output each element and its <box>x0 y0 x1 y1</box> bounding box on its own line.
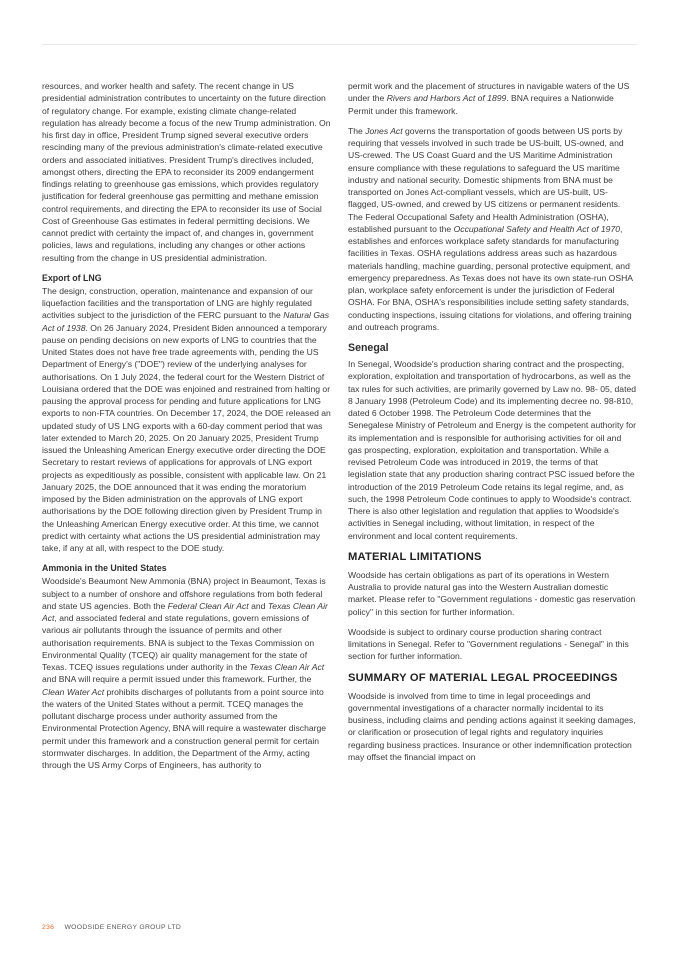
continued-paragraph: permit work and the placement of structures in navigable waters of the US under the Rivers and Harbors Act of 1899. BNA requires a Nationwide Permit under this framework. <box>348 81 630 116</box>
material-limitations-heading: MATERIAL LIMITATIONS <box>348 550 482 563</box>
material-limitations-paragraph-1: Woodside has certain obligations as part of its operations in Western Australia to provide natural gas into the Western Australian domestic market. Please refer to "Government regulations - domestic gas reservation policy" in this section for further information. <box>348 569 636 617</box>
company-name: WOODSIDE ENERGY GROUP LTD <box>64 924 182 931</box>
senegal-paragraph: In Senegal, Woodside's production sharing contract and the prospecting, exploration, exploitation and transportation of hydrocarbons, as well as the tax rules for such activities, are primarily governed by Law no. 98- 05, dated 8 January 1998 (Petroleum Code) and its implementing decree no. 98-810, dated 6 October 1998. The Petroleum Code determines that the Senegalese Ministry of Petroleum and Energy is the competent authority for its implementation and is responsible for authorising activities for oil and gas prospecting, exploration, exploitation and transportation. While a revised Petroleum Code was introduced in 2019, the terms of that legislation state that any production sharing contract PSC issued before the introduction of the 2019 Petroleum Code retains its legal regime, and, as such, the 1998 Petroleum Code continues to apply to Woodside's contract. There is also other legislation and regulation that applies to Woodside's activities in Senegal including, without limitation, in respect of the environment and local content requirements. <box>348 359 637 541</box>
intro-paragraph: resources, and worker health and safety. The recent change in US presidential administration contributes to uncertainty on the future direction of regulatory change. For example, existing climate change-related regulation has already become a focus of the new Trump administration. On his first day in office, President Trump signed several executive orders rescinding many of the previous administration's climate-related executive orders and associated initiatives. President Trump's directives included, amongst others, directing the EPA to reconsider its 2009 endangerment findings relating to greenhouse gas emissions, which provides regulatory justification for federal greenhouse gas permitting and methane emission control requirements, and directing the EPA to reconsider its use of Social Cost of Greenhouse Gas estimates in federal permitting decisions. We cannot predict with certainty the impact of, and changes in, government policies, laws and regulations, including any changes or other actions resulting from the change in US presidential administration. <box>42 81 331 263</box>
senegal-heading: Senegal <box>348 342 389 354</box>
legal-proceedings-heading: SUMMARY OF MATERIAL LEGAL PROCEEDINGS <box>348 671 618 684</box>
material-limitations-paragraph-2: Woodside is subject to ordinary course production sharing contract limitations in Senegal. Refer to "Government regulations - Senegal" in this section for further information. <box>348 626 629 662</box>
jones-act-paragraph: The Jones Act governs the transportation of goods between US ports by requiring that vessels involved in such trade be US-built, US-owned, and US-crewed. The US Coast Guard and the US Maritime Administration ensure compliance with these regulations to safeguard the US maritime industry and national security. Domestic shipments from BNA must be transported on Jones Act-compliant vessels, which are US-built, US-flagged, US-owned, and crewed by US citizens or permanent residents. The Federal Occupational Safety and Health Administration (OSHA), established pursuant to the Occupational Safety and Health Act of 1970, establishes and enforces workplace safety standards for manufacturing facilities in Texas. OSHA regulations address areas such as hazardous materials handling, machine guarding, personal protective equipment, and emergency preparedness. As Texas does not have its own state-run OSHA plan, workplace safety enforcement is under the jurisdiction of Federal OSHA. For BNA, OSHA's responsibilities include setting safety standards, conducting inspections, issuing citations for violations, and offering training and outreach programs. <box>348 125 633 332</box>
ammonia-paragraph: Woodside's Beaumont New Ammonia (BNA) project in Beaumont, Texas is subject to a number of onshore and offshore regulations from both federal and state US agencies. Both the Federal Clean Air Act and Texas Clean Air Act, and associated federal and state regulations, govern emissions of various air pollutants through the issuance of permits and other authorisation requirements. BNA is subject to the Texas Commission on Environmental Quality (TCEQ) air quality management for the state of Texas. TCEQ issues regulations under authority in the Texas Clean Air Act and BNA will require a permit issued under this framework. Further, the Clean Water Act prohibits discharges of pollutants from a point source into the waters of the United States without a permit. TCEQ manages the pollutant discharge process under authority assumed from the Environmental Protection Agency, BNA will require a wastewater discharge permit under this framework and a construction general permit for certain stormwater discharges. In addition, the Department of the Army, acting through the US Army Corps of Engineers, has authority to <box>42 576 328 770</box>
ammonia-heading: Ammonia in the United States <box>42 563 167 574</box>
export-lng-heading: Export of LNG <box>42 272 102 283</box>
page-number: 236 <box>42 924 55 931</box>
header-divider <box>42 44 637 45</box>
export-lng-paragraph: The design, construction, operation, maintenance and expansion of our liquefaction facilities and the transportation of LNG are highly regulated activities subject to the jurisdiction of the FERC pursuant to the Natural Gas Act of 1938. On 26 January 2024, President Biden announced a temporary pause on pending decisions on new exports of LNG to countries that the United States does not have free trade agreements with, pending the US Department of Energy's ("DOE") review of the underlying analyses for authorisations. On 1 July 2024, the federal court for the Western District of Louisiana ordered that the DOE was enjoined and restrained from halting or pausing the approval process for pending and future applications for LNG exports to non-FTA countries. On December 17, 2024, the DOE released an updated study of US LNG exports with a 60-day comment period that was later extended to March 20, 2025. On 20 January 2025, President Trump issued the Unleashing American Energy executive order directing the DOE Secretary to restart reviews of applications for approvals of LNG export projects as expeditiously as possible, consistent with applicable law. On 21 January 2025, the DOE announced that it was ending the moratorium imposed by the Biden administration on the approvals of LNG export authorisations by the DOE following direction given by President Trump in the Unleashing American Energy executive order. At this time, we cannot predict with certainty what actions the US presidential administration may take, if any at all, with respect to the DOE study. <box>42 285 331 553</box>
legal-proceedings-paragraph: Woodside is involved from time to time in legal proceedings and governmental investigations of a character normally incidental to its business, including claims and pending actions against it seeking damages, or clarification or prosecution of legal rights and regulatory inquiries regarding business practices. Insurance or other indemnification protection may offset the financial impact on <box>348 690 636 762</box>
left-column <box>42 80 331 779</box>
page-footer <box>42 924 181 931</box>
right-column <box>348 80 637 771</box>
